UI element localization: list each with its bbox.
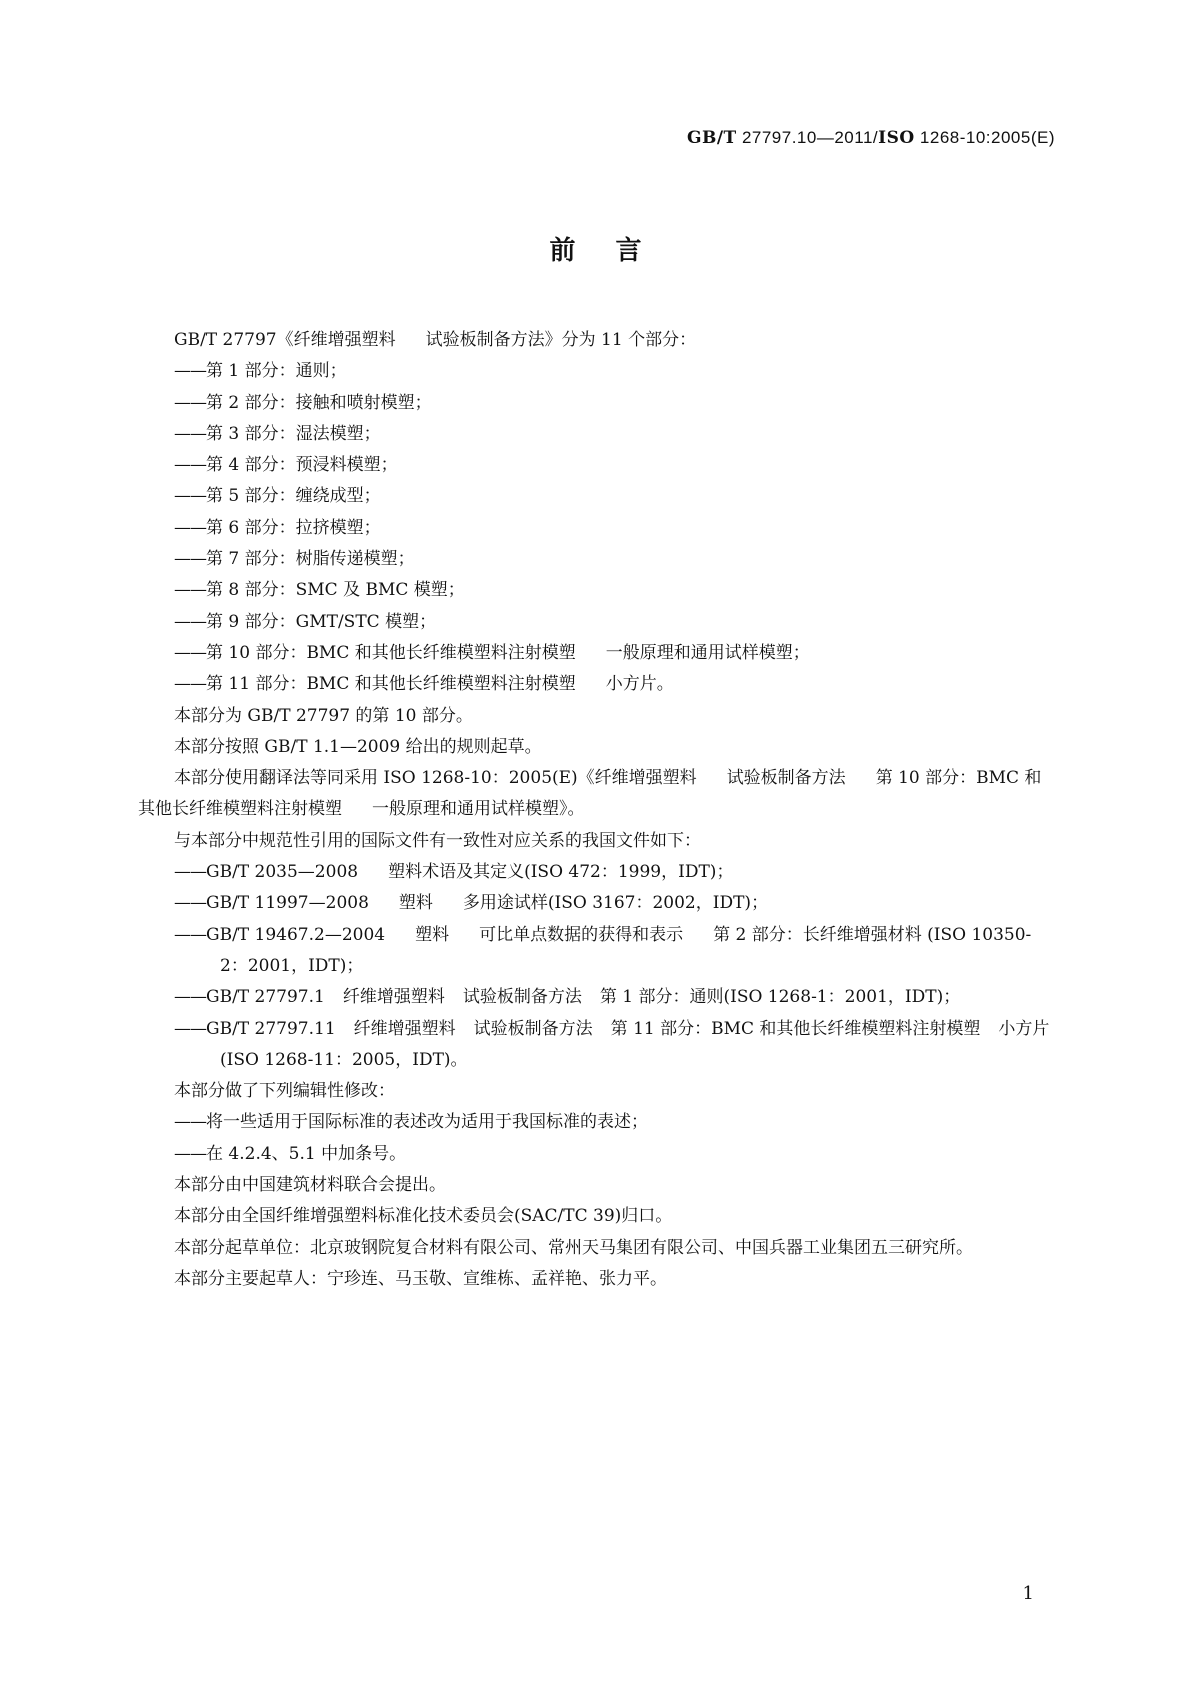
edit-item: ——将一些适用于国际标准的表述改为适用于我国标准的表述； bbox=[174, 1112, 648, 1133]
reference-item: ——GB/T 11997—2008 塑料 多用途试样(ISO 3167：2002，IDT)； bbox=[174, 893, 769, 914]
part-of-paragraph: 本部分为 GB/T 27797 的第 10 部分。 bbox=[174, 705, 473, 726]
list-item: ——第 7 部分：树脂传递模塑； bbox=[174, 549, 415, 570]
list-item: ——第 4 部分：预浸料模塑； bbox=[174, 455, 398, 476]
drafting-units-paragraph: 本部分起草单位：北京玻钢院复合材料有限公司、常州天马集团有限公司、中国兵器工业集团五三研究所。 bbox=[174, 1237, 973, 1258]
reference-item: ——GB/T 2035—2008 塑料术语及其定义(ISO 472：1999，IDT)； bbox=[174, 862, 734, 883]
foreword-body bbox=[138, 325, 1054, 1295]
header-gbt: GB/T bbox=[686, 128, 737, 148]
standard-code-header bbox=[687, 128, 1055, 148]
list-item: ——第 5 部分：缠绕成型； bbox=[174, 486, 381, 507]
list-item: ——第 1 部分：通则； bbox=[174, 361, 347, 382]
list-item: ——第 11 部分：BMC 和其他长纤维模塑料注射模塑 小方片。 bbox=[174, 674, 674, 695]
proposed-by-paragraph: 本部分由中国建筑材料联合会提出。 bbox=[174, 1175, 446, 1196]
list-item: ——第 3 部分：湿法模塑； bbox=[174, 423, 381, 444]
header-iso: ISO bbox=[878, 128, 915, 148]
list-item: ——第 6 部分：拉挤模塑； bbox=[174, 517, 381, 538]
list-item: ——第 9 部分：GMT/STC 模塑； bbox=[174, 611, 437, 632]
header-code-part1: 27797.10—2011/ bbox=[741, 128, 879, 147]
reference-item: ——GB/T 19467.2—2004 塑料 可比单点数据的获得和表示 第 2 部分：长纤维增强材料 (ISO 10350-2：2001，IDT)； bbox=[174, 924, 1032, 976]
intro-paragraph: GB/T 27797《纤维增强塑料 试验板制备方法》分为 11 个部分： bbox=[174, 330, 697, 350]
refs-intro-paragraph: 与本部分中规范性引用的国际文件有一致性对应关系的我国文件如下： bbox=[174, 830, 701, 851]
reference-item: ——GB/T 27797.1 纤维增强塑料 试验板制备方法 第 1 部分：通则(ISO 1268-1：2001，IDT)； bbox=[174, 987, 961, 1008]
list-item: ——第 10 部分：BMC 和其他长纤维模塑料注射模塑 一般原理和通用试样模塑； bbox=[174, 642, 810, 663]
list-item: ——第 8 部分：SMC 及 BMC 模塑； bbox=[174, 580, 465, 601]
rules-paragraph: 本部分按照 GB/T 1.1—2009 给出的规则起草。 bbox=[174, 736, 542, 757]
list-item: ——第 2 部分：接触和喷射模塑； bbox=[174, 392, 432, 413]
page-number: 1 bbox=[1022, 1583, 1034, 1604]
translation-paragraph: 本部分使用翻译法等同采用 ISO 1268-10：2005(E)《纤维增强塑料 试验板制备方法 第 10 部分：BMC 和其他长纤维模塑料注射模塑 一般原理和通用试样模塑》。 bbox=[138, 768, 1042, 820]
edit-item: ——在 4.2.4、5.1 中加条号。 bbox=[174, 1143, 407, 1164]
reference-item: ——GB/T 27797.11 纤维增强塑料 试验板制备方法 第 11 部分：BMC 和其他长纤维模塑料注射模塑 小方片(ISO 1268-11：2005，IDT)。 bbox=[174, 1018, 1050, 1070]
edits-intro-paragraph: 本部分做了下列编辑性修改： bbox=[174, 1081, 395, 1102]
header-code-part2: 1268-10:2005(E) bbox=[919, 128, 1055, 147]
committee-paragraph: 本部分由全国纤维增强塑料标准化技术委员会(SAC/TC 39)归口。 bbox=[174, 1206, 673, 1227]
drafters-paragraph: 本部分主要起草人：宁珍连、马玉敬、宣维栋、孟祥艳、张力平。 bbox=[174, 1268, 667, 1289]
page-title: 前言 bbox=[549, 236, 682, 266]
